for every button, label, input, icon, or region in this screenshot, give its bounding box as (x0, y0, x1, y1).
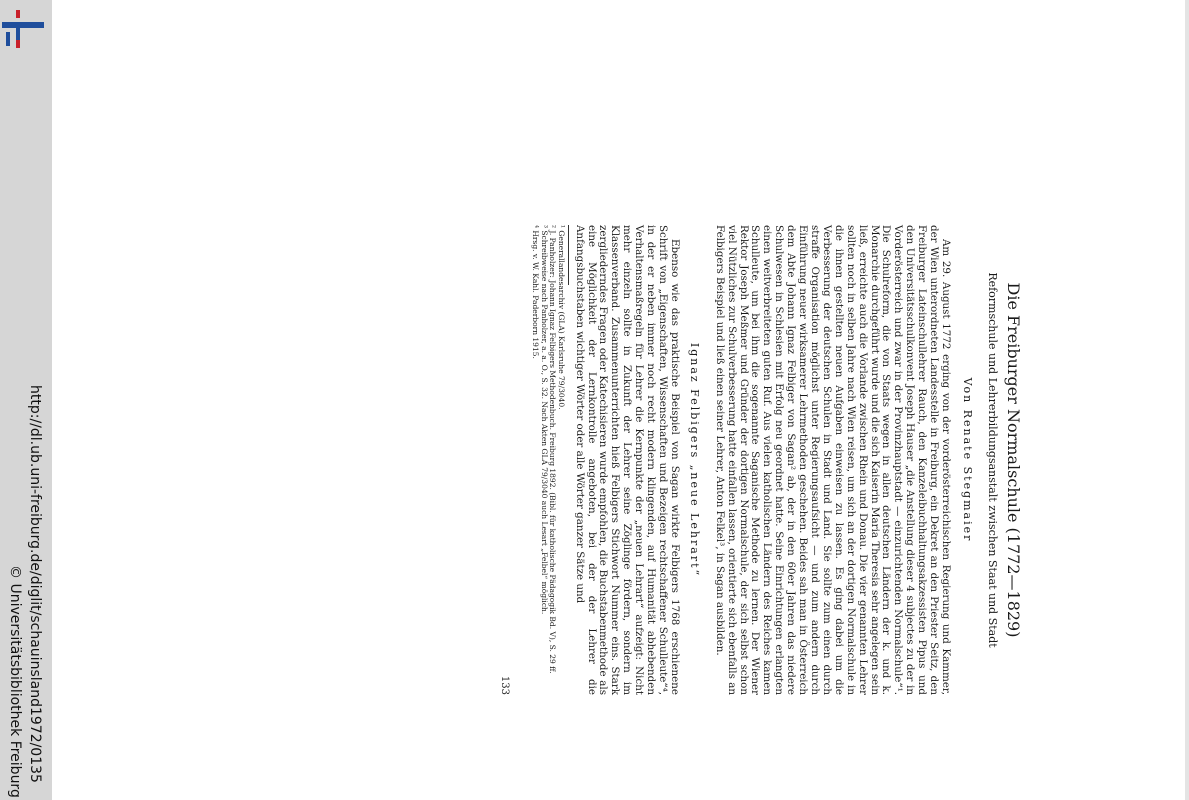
footnote-3: ³ Schreibweise nach Panholzer, a. a. O., S. 32. Nach Akten GLA 79/3040 auch Lesart „Felbel“ möglich. (539, 225, 549, 615)
page-number: 133 (499, 675, 511, 695)
footnote-divider (568, 225, 569, 285)
scrollbar[interactable] (1185, 0, 1189, 800)
footnote-1: ¹ Generallandesarchiv (GLA) Karlsruhe 79/3040. (556, 225, 566, 410)
footnote-2: ² J. Panholzer: Johann Ignaz Felbigers Methodenbuch. Freiburg 1892. (Bibl. für katholische Pädagogik Bd. V), S. 29 ff. (548, 225, 558, 674)
body-paragraph-2: Ebenso wie das praktische Beispiel von Sagan wirkte Felbigers 1768 erschienene Schrift von „Eigenschaften, Wissenschaften und Bezeigen rechtschaffener Schulleute“⁴, in der er neben immer noch recht modern klingenden, auf Humanität abhebenden Verhaltensmaßregeln für Lehrer die Kernpunkte der „neuen Lehrart“ aufzeigt: Nicht mehr einzeln sollte in Zukunft der Lehrer seine Zöglinge fördern, sondern im Klassenverband. Zusammenunterrichten hieß Felbigers Stichwort Nummer eins. Stark zergliederndes Fragen oder Katechisieren wurde empfohlen, die Buchstabenmethode als eine Möglichkeit der Lernkontrolle angeboten, bei der der Lehrer die Anfangsbuchstaben wichtiger Wörter oder alle Wörter ganzer Sätze und (573, 225, 681, 695)
page-text-block (499, 225, 1023, 695)
source-url[interactable]: http://dl.ub.uni-freiburg.de/diglit/schauinsland1972/0135 (27, 385, 43, 783)
footnote-4: ⁴ Hrsg. v. W. Kahl. Paderborn 1915. (530, 225, 540, 359)
article-title: Die Freiburger Normalschule (1772—1829) (1004, 282, 1023, 638)
section-heading: Ignaz Felbigers „neue Lehrart“ (687, 342, 701, 578)
library-logo-icon[interactable] (2, 10, 44, 50)
article-author: Von Renate Stegmaier (961, 377, 974, 543)
copyright-notice: © Universitätsbibliothek Freiburg (7, 565, 23, 798)
scanned-page (53, 0, 1185, 800)
body-paragraph-1: Am 29. August 1772 erging von der vorderösterreichischen Regierung und Kammer, der Wien unterordneten Landesstelle in Freiburg, ein Dekret an den Priester Seitz, den Freiburger Lateinschullehrer Rauch, den Kanzeleibuchhaltungsakzessisten Pipus und den Universitätsschulkonvent Joseph Hauser „die Anstellung dieser 4 subjectes zu der in Vorderösterreich und zwar in der Provinzhauptstadt — einzurichtenden Normalschule“¹. Die Schulreform, die von Staats wegen in allen deutschen Ländern der k. und k. Monarchie durchgeführt wurde und die sich Kaiserin Maria Theresia sehr angelegen sein ließ, erreichte auch die Vorlande zwischen Rhein und Donau. Die vier genannten Lehrer sollten noch in selben Jahre nach Wien reisen, um sich an der dortigen Normalschule in die ihnen gestellten neuen Aufgaben einweisen zu lassen. Es ging dabei um die Verbesserung der deutschen Schulen in Stadt und Land. Sie sollte zum einen durch straffe Organisation möglichst unter Regierungsaufsicht — und zum andern durch Einführung neuer wirksamerer Lehrmethoden geschehen. Beides sah man in Österreich dem Abte Johann Ignaz Felbiger von Sagan² ab, der in den 60er Jahren das niedere Schulwesen in Schlesien mit Erfolg neu geordnet hatte. Seine Einrichtungen erlangten einen weitverbreiteten guten Ruf. Aus vielen katholischen Ländern des Reiches kamen Schulleute, um bei ihm die sogenannte Saganische Methode zu lernen. Der Wiener Rektor Joseph Meßmer und Gründer der dortigen Normalschule, der sich selbst schon viel Nützliches zur Schulverbesserung hatte einfallen lassen, orientierte sich ebenfalls an Felbigers Beispiel und ließ einen seiner Lehrer, Anton Felkel³, in Sagan ausbilden. (713, 225, 952, 695)
article-subtitle: Reformschule und Lehrerbildungsanstalt zwischen Staat und Stadt (986, 272, 999, 648)
viewer-sidebar (0, 0, 52, 800)
